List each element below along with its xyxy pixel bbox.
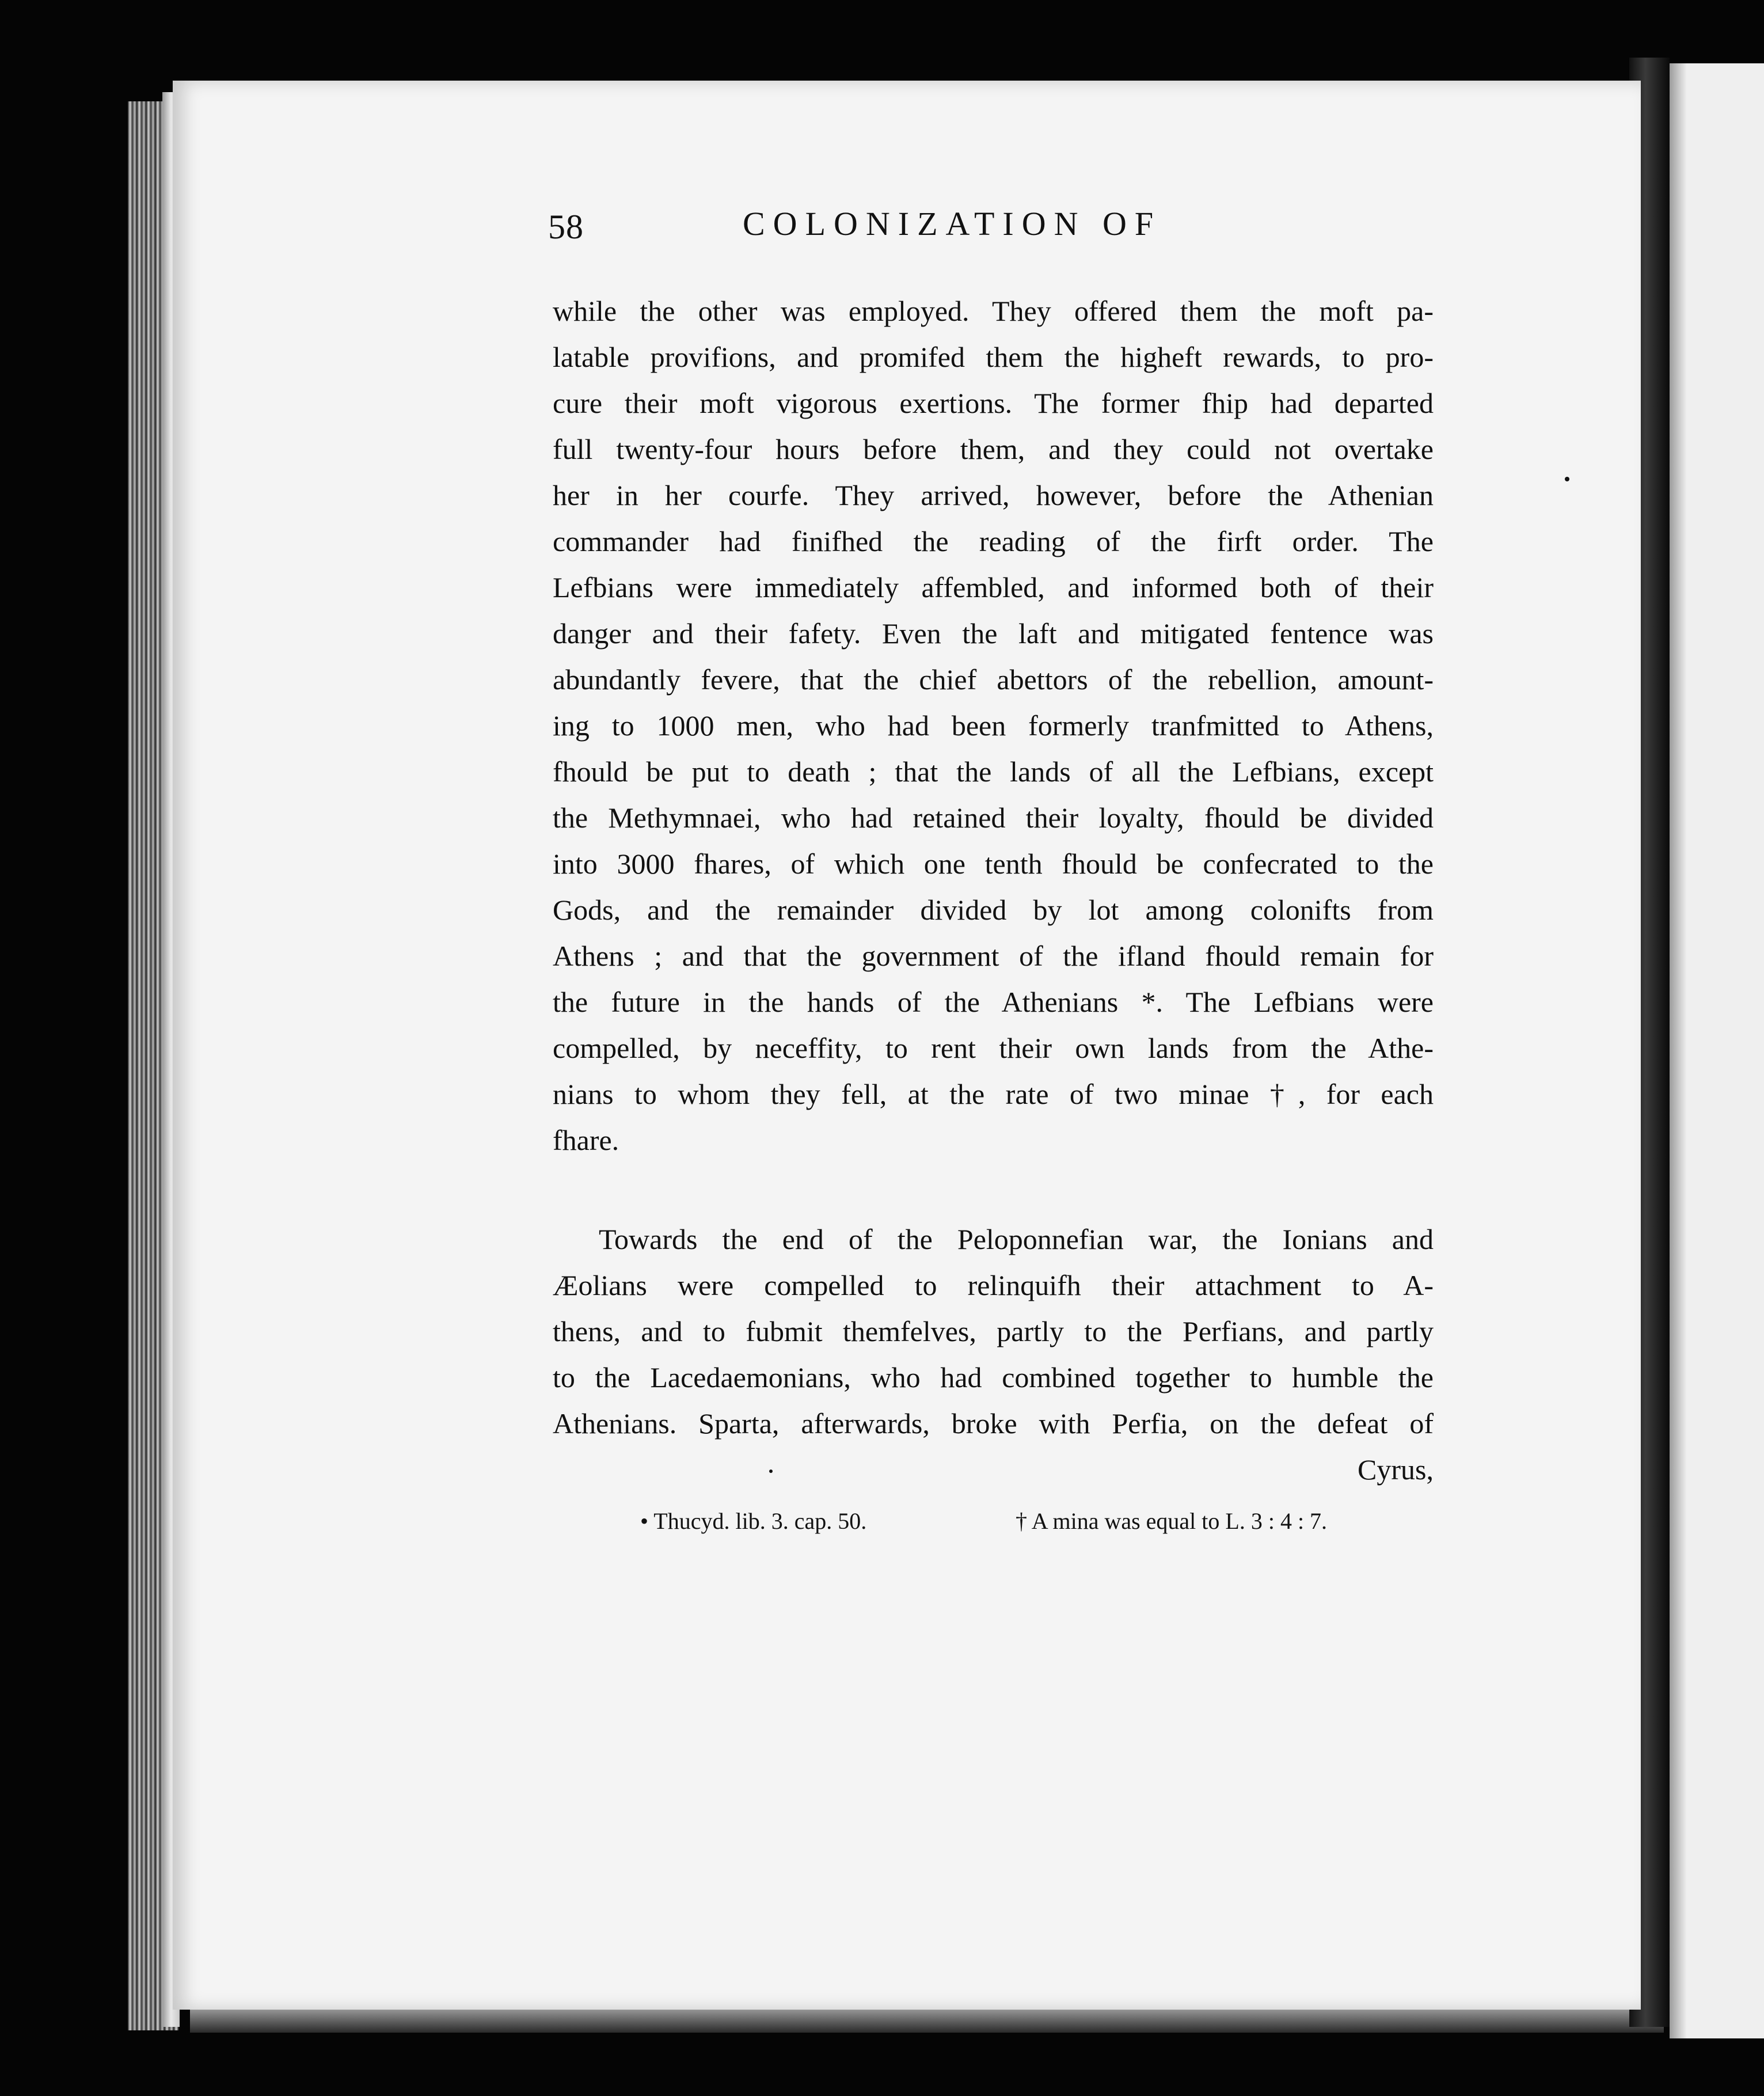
paragraph: [553, 1216, 1434, 1493]
text-line: fhare.: [553, 1124, 619, 1156]
text-line: fhould be put to death ; that the lands of all the Lefbians, except: [553, 755, 1434, 788]
text-line: commander had finifhed the reading of the firft order. The: [553, 525, 1434, 557]
text-line: compelled, by neceffity, to rent their own lands from the Athe-: [553, 1032, 1434, 1064]
paragraph-gap: [553, 1163, 1434, 1216]
ink-speck: [1565, 477, 1569, 481]
footnote-mina: † A mina was equal to L. 3 : 4 : 7.: [1016, 1508, 1328, 1534]
text-line: nians to whom they fell, at the rate of two minae †, for each: [553, 1078, 1434, 1110]
paragraph: [553, 288, 1434, 1163]
text-line: ing to 1000 men, who had been formerly tranfmitted to Athens,: [553, 709, 1434, 742]
text-line: the future in the hands of the Athenians *. The Lefbians were: [553, 986, 1434, 1018]
text-line: full twenty-four hours before them, and they could not overtake: [553, 433, 1434, 465]
text-line: into 3000 fhares, of which one tenth fhould be confecrated to the: [553, 848, 1434, 880]
text-line: Lefbians were immediately affembled, and informed both of their: [553, 571, 1434, 603]
page-number: 58: [548, 208, 584, 246]
text-line: thens, and to fubmit themfelves, partly to the Perfians, and partly: [553, 1315, 1434, 1347]
body-text: [553, 288, 1434, 1493]
text-line: the Methymnaei, who had retained their loyalty, fhould be divided: [553, 802, 1434, 834]
text-line: Athenians. Sparta, afterwards, broke with Perfia, on the defeat of: [553, 1407, 1434, 1440]
footnote-thucydides: • Thucyd. lib. 3. cap. 50.: [640, 1508, 867, 1534]
text-line: Æolians were compelled to relinquifh their attachment to A-: [553, 1269, 1434, 1301]
ink-speck: [769, 1470, 773, 1473]
catchword: Cyrus,: [1358, 1453, 1434, 1486]
text-line: abundantly fevere, that the chief abettors of the rebellion, amount-: [553, 663, 1434, 696]
text-line: Gods, and the remainder divided by lot among colonifts from: [553, 894, 1434, 926]
facing-page-shadow: [1670, 63, 1687, 2038]
text-line: danger and their fafety. Even the laft and mitigated fentence was: [553, 617, 1434, 650]
text-line: Towards the end of the Peloponnefian war, the Ionians and: [599, 1223, 1434, 1255]
text-line: latable provifions, and promifed them the higheft rewards, to pro-: [553, 341, 1434, 373]
text-line: while the other was employed. They offered them the moft pa-: [553, 295, 1434, 327]
text-line: cure their moft vigorous exertions. The former fhip had departed: [553, 387, 1434, 419]
text-line: to the Lacedaemonians, who had combined together to humble the: [553, 1361, 1434, 1393]
text-line: Athens ; and that the government of the ifland fhould remain for: [553, 940, 1434, 972]
running-head: COLONIZATION OF: [743, 205, 1162, 242]
text-line: her in her courfe. They arrived, however, before the Athenian: [553, 479, 1434, 511]
